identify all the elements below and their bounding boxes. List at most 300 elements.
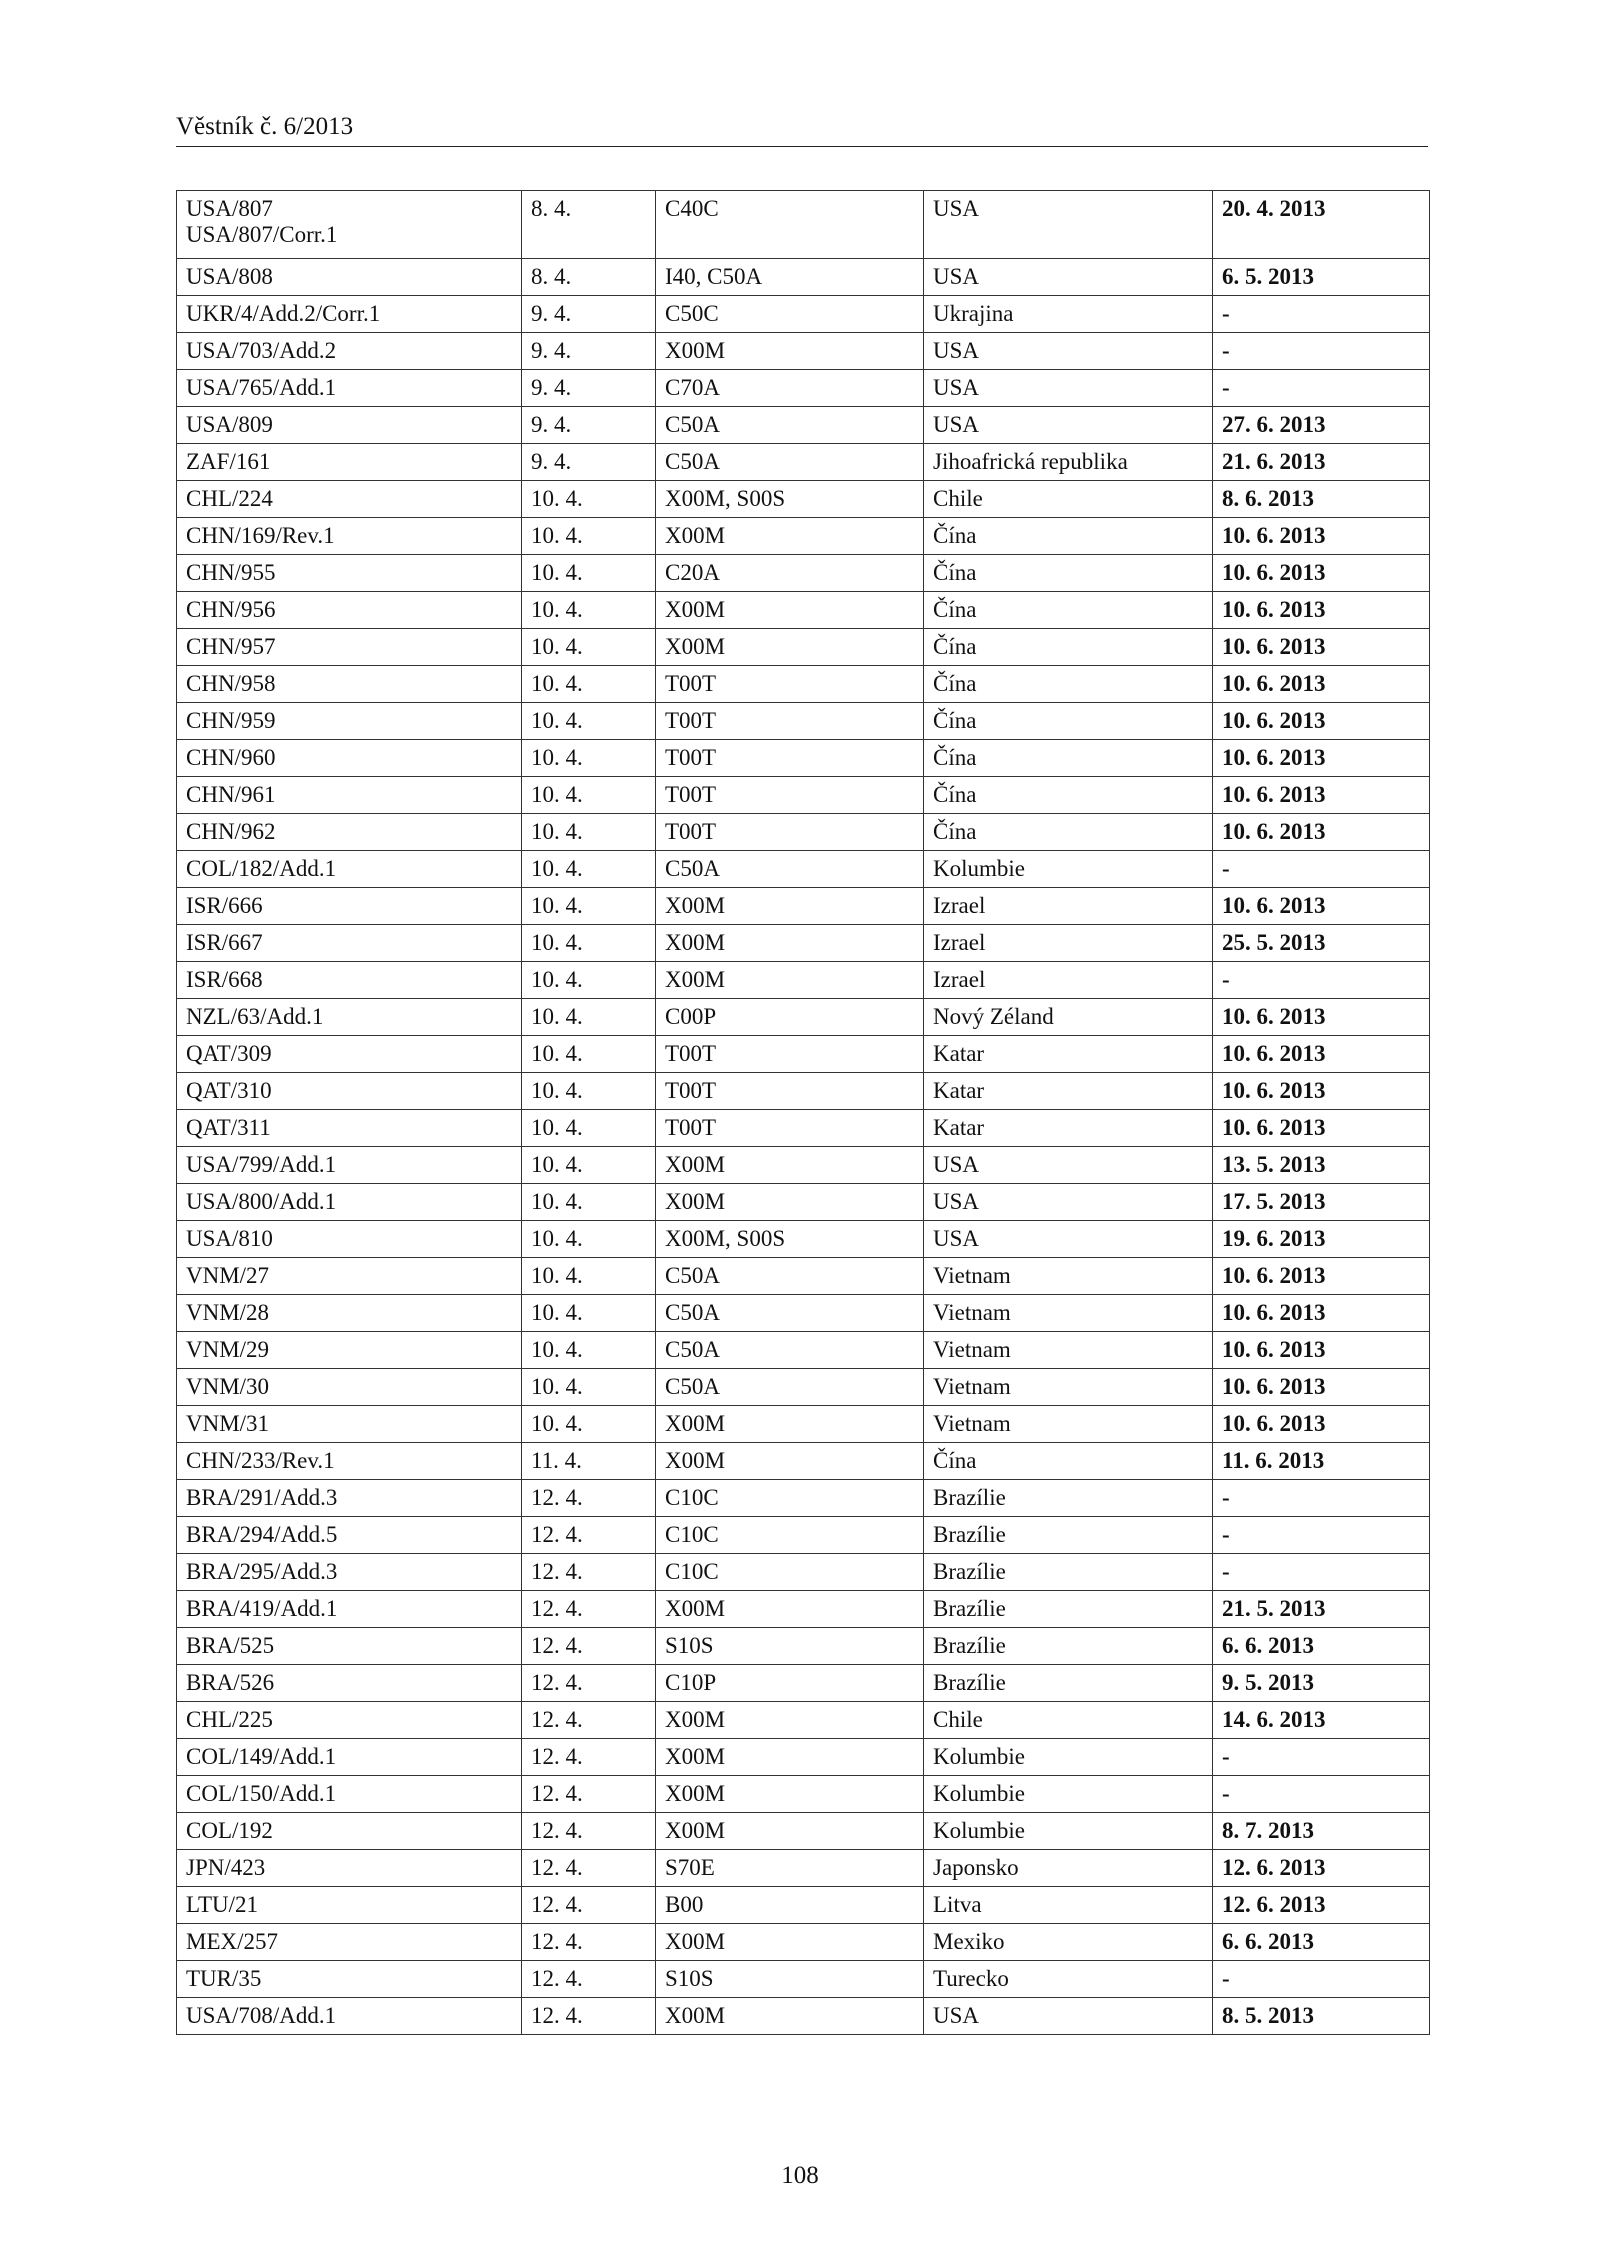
deadline-cell: 10. 6. 2013 (1213, 1369, 1430, 1406)
symbol-line: CHN/959 (186, 708, 276, 733)
symbol-cell (177, 333, 522, 370)
deadline-cell: 10. 6. 2013 (1213, 814, 1430, 851)
symbol-line: CHN/955 (186, 560, 276, 585)
deadline-cell: 8. 7. 2013 (1213, 1813, 1430, 1850)
table-row (177, 1110, 1430, 1147)
date-received-cell: 12. 4. (522, 1850, 656, 1887)
code-cell: C50A (656, 407, 924, 444)
symbol-line: COL/182/Add.1 (186, 856, 337, 881)
symbol-cell (177, 1628, 522, 1665)
table-row (177, 962, 1430, 999)
country-cell: Čína (924, 629, 1213, 666)
symbol-line: CHN/169/Rev.1 (186, 523, 335, 548)
deadline-cell: 27. 6. 2013 (1213, 407, 1430, 444)
symbol-line: COL/149/Add.1 (186, 1744, 337, 1769)
symbol-line: USA/800/Add.1 (186, 1189, 337, 1214)
country-cell: Vietnam (924, 1258, 1213, 1295)
country-cell: Brazílie (924, 1480, 1213, 1517)
country-cell: USA (924, 1998, 1213, 2035)
deadline-cell: 8. 5. 2013 (1213, 1998, 1430, 2035)
country-cell: Ukrajina (924, 296, 1213, 333)
symbol-cell (177, 888, 522, 925)
symbol-cell (177, 1850, 522, 1887)
table-row (177, 1665, 1430, 1702)
country-cell: USA (924, 259, 1213, 296)
table-row (177, 1406, 1430, 1443)
date-received-cell: 11. 4. (522, 1443, 656, 1480)
table-row (177, 1369, 1430, 1406)
symbol-line: COL/192 (186, 1818, 273, 1843)
code-cell: X00M (656, 629, 924, 666)
code-cell: I40, C50A (656, 259, 924, 296)
symbol-line: USA/807 (186, 196, 273, 221)
symbol-cell (177, 1221, 522, 1258)
deadline-cell: 13. 5. 2013 (1213, 1147, 1430, 1184)
code-cell: C70A (656, 370, 924, 407)
symbol-cell (177, 1406, 522, 1443)
deadline-cell: 19. 6. 2013 (1213, 1221, 1430, 1258)
symbol-cell (177, 814, 522, 851)
code-cell: C50A (656, 1369, 924, 1406)
table-row (177, 851, 1430, 888)
symbol-line: QAT/310 (186, 1078, 272, 1103)
code-cell: T00T (656, 814, 924, 851)
symbol-line: BRA/526 (186, 1670, 275, 1695)
symbol-line: USA/809 (186, 412, 273, 437)
country-cell: Kolumbie (924, 1739, 1213, 1776)
country-cell: Izrael (924, 925, 1213, 962)
code-cell: X00M (656, 1702, 924, 1739)
table-row (177, 925, 1430, 962)
code-cell: C10C (656, 1554, 924, 1591)
date-received-cell: 12. 4. (522, 1776, 656, 1813)
country-cell: Brazílie (924, 1628, 1213, 1665)
symbol-cell (177, 1887, 522, 1924)
symbol-cell (177, 1702, 522, 1739)
table-row (177, 259, 1430, 296)
country-cell: Čína (924, 666, 1213, 703)
symbol-cell (177, 1258, 522, 1295)
symbol-line: ISR/668 (186, 967, 263, 992)
symbol-cell (177, 1184, 522, 1221)
table-row (177, 296, 1430, 333)
table-row (177, 703, 1430, 740)
code-cell: X00M (656, 925, 924, 962)
country-cell: Izrael (924, 962, 1213, 999)
symbol-line: BRA/419/Add.1 (186, 1596, 338, 1621)
code-cell: T00T (656, 1073, 924, 1110)
deadline-cell: - (1213, 1739, 1430, 1776)
symbol-cell (177, 555, 522, 592)
country-cell: Čína (924, 777, 1213, 814)
table-row (177, 999, 1430, 1036)
table-row (177, 740, 1430, 777)
country-cell: Čína (924, 703, 1213, 740)
symbol-line: BRA/295/Add.3 (186, 1559, 338, 1584)
country-cell: Vietnam (924, 1295, 1213, 1332)
date-received-cell: 10. 4. (522, 999, 656, 1036)
code-cell: T00T (656, 703, 924, 740)
deadline-cell: 21. 6. 2013 (1213, 444, 1430, 481)
country-cell: Katar (924, 1036, 1213, 1073)
date-received-cell: 10. 4. (522, 1184, 656, 1221)
country-cell: USA (924, 191, 1213, 259)
deadline-cell: 11. 6. 2013 (1213, 1443, 1430, 1480)
symbol-cell (177, 1036, 522, 1073)
page-title: Věstník č. 6/2013 (176, 113, 354, 140)
date-received-cell: 12. 4. (522, 1961, 656, 1998)
table-row (177, 1813, 1430, 1850)
symbol-line: CHN/960 (186, 745, 276, 770)
code-cell: X00M (656, 1406, 924, 1443)
table-row (177, 1036, 1430, 1073)
symbol-cell (177, 1961, 522, 1998)
date-received-cell: 10. 4. (522, 1295, 656, 1332)
date-received-cell: 10. 4. (522, 1258, 656, 1295)
deadline-cell: 10. 6. 2013 (1213, 592, 1430, 629)
date-received-cell: 10. 4. (522, 925, 656, 962)
deadline-cell: 25. 5. 2013 (1213, 925, 1430, 962)
deadline-cell: - (1213, 1554, 1430, 1591)
symbol-cell (177, 296, 522, 333)
table-row (177, 888, 1430, 925)
code-cell: C50A (656, 1258, 924, 1295)
code-cell: T00T (656, 740, 924, 777)
symbol-cell (177, 1665, 522, 1702)
date-received-cell: 10. 4. (522, 666, 656, 703)
table-row (177, 1480, 1430, 1517)
symbol-line: QAT/309 (186, 1041, 272, 1066)
symbol-cell (177, 259, 522, 296)
deadline-cell: 10. 6. 2013 (1213, 703, 1430, 740)
symbol-cell (177, 1554, 522, 1591)
deadline-cell: - (1213, 1961, 1430, 1998)
deadline-cell: 9. 5. 2013 (1213, 1665, 1430, 1702)
symbol-line: QAT/311 (186, 1115, 271, 1140)
date-received-cell: 8. 4. (522, 259, 656, 296)
symbol-cell (177, 518, 522, 555)
symbol-line: ISR/666 (186, 893, 263, 918)
code-cell: C50A (656, 851, 924, 888)
table-row (177, 1554, 1430, 1591)
code-cell: X00M (656, 1813, 924, 1850)
date-received-cell: 10. 4. (522, 1221, 656, 1258)
country-cell: Katar (924, 1110, 1213, 1147)
symbol-line: USA/703/Add.2 (186, 338, 337, 363)
country-cell: Vietnam (924, 1332, 1213, 1369)
deadline-cell: 20. 4. 2013 (1213, 191, 1430, 259)
deadline-cell: 10. 6. 2013 (1213, 1036, 1430, 1073)
table-row (177, 1998, 1430, 2035)
deadline-cell: 6. 6. 2013 (1213, 1628, 1430, 1665)
code-cell: T00T (656, 777, 924, 814)
symbol-cell (177, 1517, 522, 1554)
date-received-cell: 9. 4. (522, 370, 656, 407)
code-cell: X00M, S00S (656, 481, 924, 518)
code-cell: X00M (656, 1776, 924, 1813)
deadline-cell: - (1213, 296, 1430, 333)
country-cell: Katar (924, 1073, 1213, 1110)
deadline-cell: 10. 6. 2013 (1213, 1406, 1430, 1443)
symbol-line: ZAF/161 (186, 449, 271, 474)
date-received-cell: 10. 4. (522, 1406, 656, 1443)
date-received-cell: 9. 4. (522, 296, 656, 333)
code-cell: S10S (656, 1961, 924, 1998)
date-received-cell: 9. 4. (522, 333, 656, 370)
notification-table (176, 190, 1430, 2035)
deadline-cell: 12. 6. 2013 (1213, 1850, 1430, 1887)
code-cell: C20A (656, 555, 924, 592)
table-row (177, 1443, 1430, 1480)
date-received-cell: 12. 4. (522, 1739, 656, 1776)
table-row (177, 1887, 1430, 1924)
country-cell: USA (924, 1147, 1213, 1184)
symbol-line: CHN/958 (186, 671, 276, 696)
date-received-cell: 10. 4. (522, 481, 656, 518)
symbol-line: CHN/962 (186, 819, 276, 844)
country-cell: Mexiko (924, 1924, 1213, 1961)
symbol-cell (177, 1147, 522, 1184)
country-cell: USA (924, 1184, 1213, 1221)
code-cell: X00M (656, 592, 924, 629)
page-number (0, 2162, 1600, 2190)
date-received-cell: 10. 4. (522, 1110, 656, 1147)
date-received-cell: 10. 4. (522, 1036, 656, 1073)
symbol-cell (177, 740, 522, 777)
symbol-line: VNM/31 (186, 1411, 270, 1436)
deadline-cell: 12. 6. 2013 (1213, 1887, 1430, 1924)
symbol-cell (177, 851, 522, 888)
symbol-line: VNM/27 (186, 1263, 270, 1288)
table-row (177, 666, 1430, 703)
table-row (177, 481, 1430, 518)
code-cell: C10C (656, 1480, 924, 1517)
date-received-cell: 12. 4. (522, 1813, 656, 1850)
code-cell: T00T (656, 666, 924, 703)
table-row (177, 1628, 1430, 1665)
page-number-text: 108 (781, 2162, 819, 2189)
table-row (177, 1591, 1430, 1628)
symbol-cell (177, 592, 522, 629)
date-received-cell: 12. 4. (522, 1702, 656, 1739)
deadline-cell: 10. 6. 2013 (1213, 888, 1430, 925)
country-cell: Nový Zéland (924, 999, 1213, 1036)
symbol-line: BRA/291/Add.3 (186, 1485, 338, 1510)
country-cell: USA (924, 407, 1213, 444)
code-cell: C50A (656, 1332, 924, 1369)
date-received-cell: 10. 4. (522, 1369, 656, 1406)
symbol-cell (177, 1369, 522, 1406)
symbol-line: BRA/525 (186, 1633, 275, 1658)
symbol-cell (177, 1813, 522, 1850)
date-received-cell: 10. 4. (522, 814, 656, 851)
deadline-cell: - (1213, 1517, 1430, 1554)
deadline-cell: 21. 5. 2013 (1213, 1591, 1430, 1628)
table-row (177, 814, 1430, 851)
table-row (177, 1702, 1430, 1739)
date-received-cell: 12. 4. (522, 1924, 656, 1961)
deadline-cell: - (1213, 370, 1430, 407)
symbol-line: USA/808 (186, 264, 273, 289)
deadline-cell: 6. 6. 2013 (1213, 1924, 1430, 1961)
deadline-cell: 10. 6. 2013 (1213, 740, 1430, 777)
date-received-cell: 9. 4. (522, 444, 656, 481)
code-cell: C50C (656, 296, 924, 333)
country-cell: Chile (924, 1702, 1213, 1739)
date-received-cell: 12. 4. (522, 1554, 656, 1591)
symbol-cell (177, 925, 522, 962)
table-row (177, 1517, 1430, 1554)
table-row (177, 1295, 1430, 1332)
symbol-cell (177, 370, 522, 407)
code-cell: X00M (656, 333, 924, 370)
code-cell: X00M (656, 1924, 924, 1961)
date-received-cell: 12. 4. (522, 1665, 656, 1702)
symbol-line: USA/799/Add.1 (186, 1152, 337, 1177)
code-cell: C50A (656, 444, 924, 481)
code-cell: X00M (656, 1443, 924, 1480)
table-row (177, 1147, 1430, 1184)
deadline-cell: 10. 6. 2013 (1213, 1110, 1430, 1147)
deadline-cell: 10. 6. 2013 (1213, 1073, 1430, 1110)
deadline-cell: 10. 6. 2013 (1213, 999, 1430, 1036)
deadline-cell: 17. 5. 2013 (1213, 1184, 1430, 1221)
country-cell: Čína (924, 518, 1213, 555)
code-cell: X00M (656, 1147, 924, 1184)
symbol-cell (177, 1073, 522, 1110)
date-received-cell: 10. 4. (522, 555, 656, 592)
code-cell: C10P (656, 1665, 924, 1702)
country-cell: Turecko (924, 1961, 1213, 1998)
date-received-cell: 10. 4. (522, 629, 656, 666)
table-row (177, 444, 1430, 481)
date-received-cell: 12. 4. (522, 1591, 656, 1628)
code-cell: B00 (656, 1887, 924, 1924)
table-row (177, 1221, 1430, 1258)
country-cell: Kolumbie (924, 1776, 1213, 1813)
symbol-line: NZL/63/Add.1 (186, 1004, 324, 1029)
code-cell: X00M (656, 518, 924, 555)
symbol-cell (177, 666, 522, 703)
deadline-cell: 10. 6. 2013 (1213, 1258, 1430, 1295)
table-row (177, 555, 1430, 592)
date-received-cell: 10. 4. (522, 962, 656, 999)
symbol-cell (177, 1480, 522, 1517)
deadline-cell: 10. 6. 2013 (1213, 555, 1430, 592)
symbol-cell (177, 1443, 522, 1480)
date-received-cell: 12. 4. (522, 1628, 656, 1665)
symbol-cell (177, 481, 522, 518)
country-cell: Čína (924, 740, 1213, 777)
table-row (177, 518, 1430, 555)
symbol-cell (177, 1332, 522, 1369)
country-cell: Brazílie (924, 1554, 1213, 1591)
country-cell: Čína (924, 1443, 1213, 1480)
symbol-cell (177, 1924, 522, 1961)
deadline-cell: 10. 6. 2013 (1213, 1332, 1430, 1369)
code-cell: S70E (656, 1850, 924, 1887)
table-row (177, 1924, 1430, 1961)
country-cell: Jihoafrická republika (924, 444, 1213, 481)
date-received-cell: 10. 4. (522, 888, 656, 925)
symbol-cell (177, 962, 522, 999)
country-cell: Čína (924, 592, 1213, 629)
code-cell: S10S (656, 1628, 924, 1665)
table-row (177, 629, 1430, 666)
table-row (177, 1961, 1430, 1998)
deadline-cell: - (1213, 1776, 1430, 1813)
symbol-line: USA/765/Add.1 (186, 375, 337, 400)
date-received-cell: 10. 4. (522, 592, 656, 629)
symbol-line: USA/708/Add.1 (186, 2003, 337, 2028)
country-cell: Litva (924, 1887, 1213, 1924)
date-received-cell: 9. 4. (522, 407, 656, 444)
date-received-cell: 10. 4. (522, 740, 656, 777)
country-cell: Vietnam (924, 1406, 1213, 1443)
deadline-cell: 10. 6. 2013 (1213, 518, 1430, 555)
symbol-line: USA/807/Corr.1 (186, 222, 338, 247)
table-row (177, 370, 1430, 407)
symbol-line: CHN/956 (186, 597, 276, 622)
country-cell: Čína (924, 555, 1213, 592)
date-received-cell: 10. 4. (522, 518, 656, 555)
symbol-line: USA/810 (186, 1226, 273, 1251)
code-cell: X00M (656, 1184, 924, 1221)
country-cell: Izrael (924, 888, 1213, 925)
deadline-cell: - (1213, 1480, 1430, 1517)
symbol-cell (177, 1295, 522, 1332)
page-header (176, 112, 1428, 147)
date-received-cell: 8. 4. (522, 191, 656, 259)
table-row (177, 407, 1430, 444)
symbol-line: CHN/233/Rev.1 (186, 1448, 335, 1473)
symbol-line: CHN/957 (186, 634, 276, 659)
deadline-cell: 8. 6. 2013 (1213, 481, 1430, 518)
country-cell: USA (924, 1221, 1213, 1258)
table-row (177, 191, 1430, 259)
symbol-cell (177, 444, 522, 481)
symbol-line: COL/150/Add.1 (186, 1781, 337, 1806)
date-received-cell: 12. 4. (522, 1517, 656, 1554)
deadline-cell: - (1213, 333, 1430, 370)
table-row (177, 1258, 1430, 1295)
code-cell: X00M (656, 1739, 924, 1776)
deadline-cell: 10. 6. 2013 (1213, 666, 1430, 703)
deadline-cell: 10. 6. 2013 (1213, 629, 1430, 666)
date-received-cell: 10. 4. (522, 1147, 656, 1184)
country-cell: Japonsko (924, 1850, 1213, 1887)
symbol-cell (177, 999, 522, 1036)
symbol-line: MEX/257 (186, 1929, 278, 1954)
symbol-cell (177, 1739, 522, 1776)
symbol-line: VNM/30 (186, 1374, 270, 1399)
table-row (177, 1739, 1430, 1776)
symbol-cell (177, 777, 522, 814)
code-cell: X00M (656, 1998, 924, 2035)
table-row (177, 333, 1430, 370)
code-cell: C40C (656, 191, 924, 259)
date-received-cell: 12. 4. (522, 1998, 656, 2035)
country-cell: Kolumbie (924, 851, 1213, 888)
symbol-line: ISR/667 (186, 930, 263, 955)
symbol-line: VNM/29 (186, 1337, 270, 1362)
deadline-cell: 10. 6. 2013 (1213, 777, 1430, 814)
date-received-cell: 10. 4. (522, 851, 656, 888)
code-cell: C10C (656, 1517, 924, 1554)
table-body (177, 191, 1430, 2035)
table-row (177, 592, 1430, 629)
code-cell: X00M (656, 888, 924, 925)
